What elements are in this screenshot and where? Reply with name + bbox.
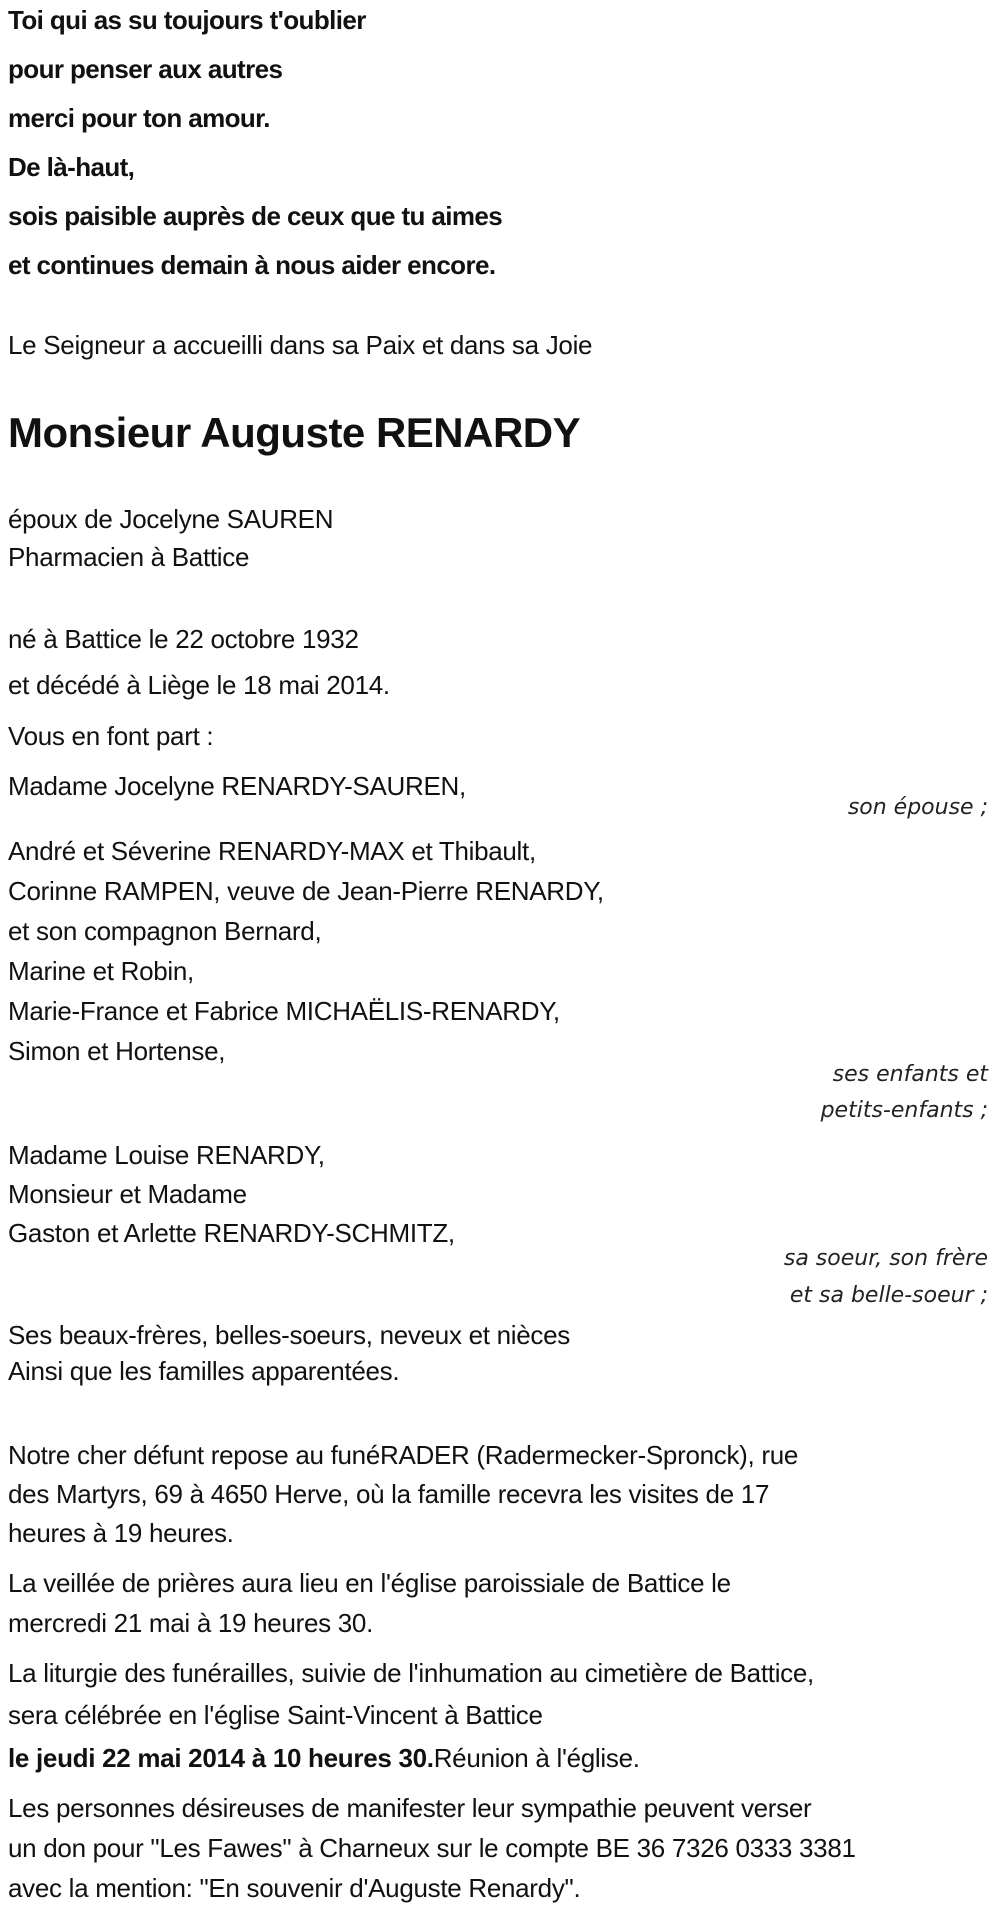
poem-line: et continues demain à nous aider encore. [8,250,496,280]
vigil-line: La veillée de prières aura lieu en l'église paroissiale de Battice le [8,1568,731,1598]
birth-death-dates [8,616,994,708]
poem-line: De là-haut, [8,152,135,182]
liturgy-line: La liturgie des funérailles, suivie de l'inhumation au cimetière de Battice, [8,1658,814,1688]
sibling-name-line: Madame Louise RENARDY, [8,1140,325,1170]
religious-intro [8,325,994,365]
deceased-name-heading: Monsieur Auguste RENARDY [8,409,581,456]
spouse-of-line: époux de Jocelyne SAUREN [8,504,334,534]
announcement-lead-line: Vous en font part : [8,721,214,751]
repose-line: des Martyrs, 69 à 4650 Herve, où la famille recevra les visites de 17 [8,1479,770,1509]
child-name-line: Marine et Robin, [8,956,194,986]
funeral-date-paragraph [8,1738,994,1778]
repose-line: Notre cher défunt repose au funéRADER (Radermecker-Spronck), rue [8,1440,799,1470]
profession-line: Pharmacien à Battice [8,542,250,572]
repose-paragraph [8,1436,994,1553]
poem-line: Toi qui as su toujours t'oublier [8,5,366,35]
extended-family-line: Ses beaux-frères, belles-soeurs, neveux et nièces [8,1320,570,1350]
sibling-name-line: Gaston et Arlette RENARDY-SCHMITZ, [8,1218,455,1248]
birth-line: né à Battice le 22 octobre 1932 [8,624,359,654]
donation-line: un don pour "Les Fawes" à Charneux sur le compte BE 36 7326 0333 3381 [8,1833,856,1863]
child-name-line: Simon et Hortense, [8,1036,226,1066]
related-families-line: Ainsi que les familles apparentées. [8,1356,400,1386]
children-names-block [8,831,994,1071]
extended-family-block [8,1317,994,1389]
spouse-name-line: Madame Jocelyne RENARDY-SAUREN, [8,771,466,801]
vigil-line: mercredi 21 mai à 19 heures 30. [8,1608,374,1638]
spouse-relation-note [848,790,988,826]
relation-note-line: et sa belle-soeur ; [789,1283,988,1308]
funeral-datetime-bold: le jeudi 22 mai 2014 à 10 heures 30. [8,1743,434,1773]
liturgy-paragraph [8,1652,994,1736]
funeral-date-line [8,1738,994,1778]
deceased-relation [8,500,994,576]
child-name-line: Corinne RAMPEN, veuve de Jean-Pierre RENARDY, [8,876,604,906]
children-relation-note [821,1057,988,1129]
sibling-name-line: Monsieur et Madame [8,1179,247,1209]
spouse-name-block [8,766,994,806]
repose-line: heures à 19 heures. [8,1518,234,1548]
child-name-line: Marie-France et Fabrice MICHAËLIS-RENARDY, [8,996,560,1026]
donation-line: Les personnes désireuses de manifester leur sympathie peuvent verser [8,1793,812,1823]
relation-note-line: ses enfants et [832,1062,988,1087]
relation-note-line: sa soeur, son frère [783,1246,988,1271]
announcement-lead [8,716,994,756]
child-name-line: André et Séverine RENARDY-MAX et Thibault, [8,836,536,866]
relation-note-line: petits-enfants ; [820,1098,988,1123]
funeral-reunion-text: Réunion à l'église. [433,1743,640,1773]
poem-line: merci pour ton amour. [8,103,270,133]
donation-line: avec la mention: "En souvenir d'Auguste Renardy". [8,1873,581,1903]
death-line: et décédé à Liège le 18 mai 2014. [8,670,390,700]
religious-intro-line: Le Seigneur a accueilli dans sa Paix et dans sa Joie [8,330,593,360]
opening-poem [8,0,994,290]
poem-line: pour penser aux autres [8,54,283,84]
siblings-relation-note [784,1240,988,1314]
liturgy-line: sera célébrée en l'église Saint-Vincent à Battice [8,1700,543,1730]
siblings-names-block [8,1136,994,1253]
poem-line: sois paisible auprès de ceux que tu aimes [8,201,503,231]
relation-note-line: son épouse ; [847,795,988,820]
vigil-paragraph [8,1563,994,1643]
donation-paragraph [8,1788,994,1908]
child-name-line: et son compagnon Bernard, [8,916,322,946]
